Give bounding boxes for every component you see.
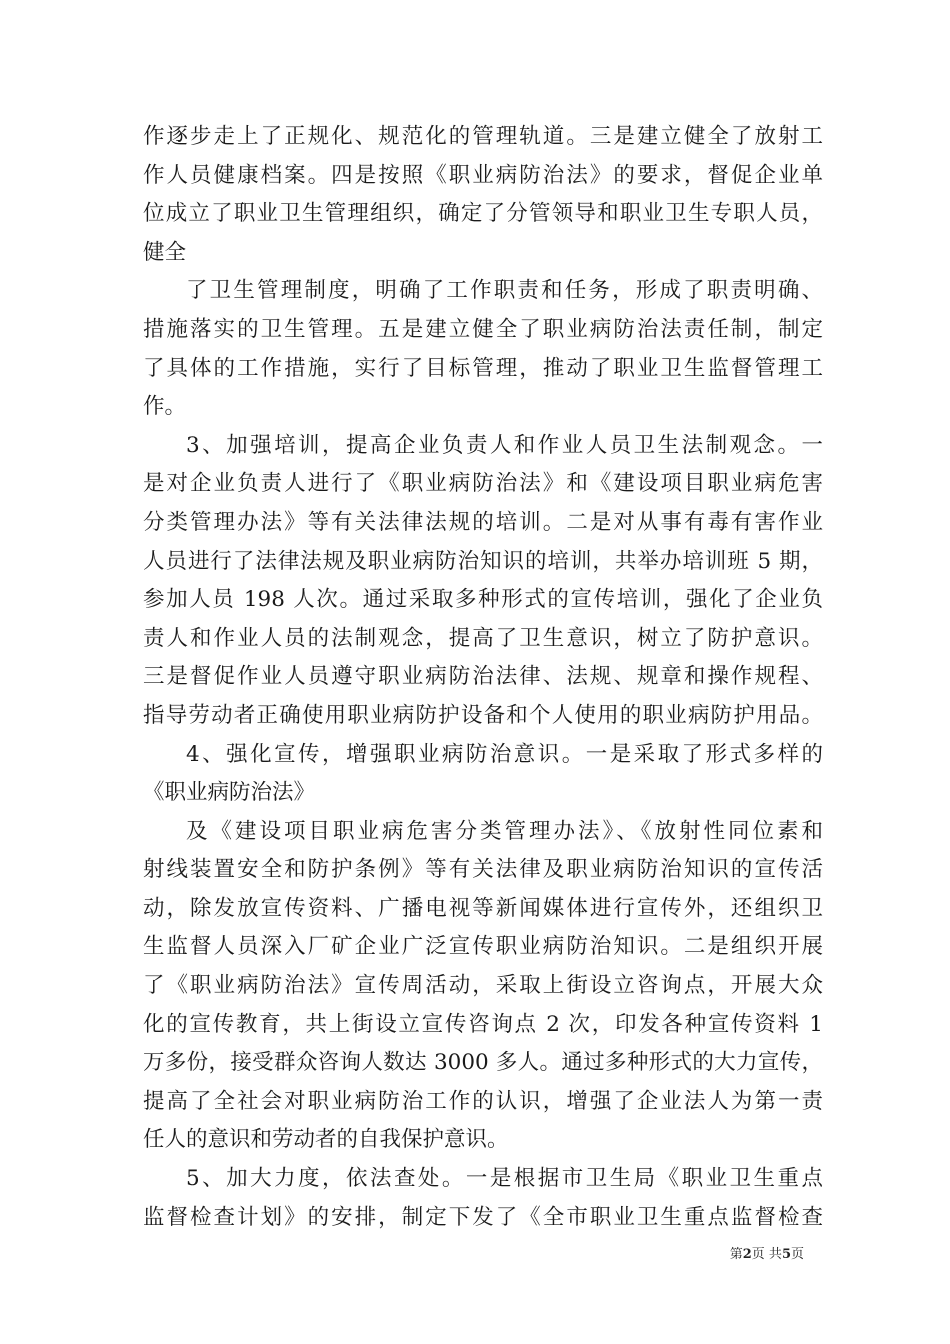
text-line: 万多份，接受群众咨询人数达 3000 多人。通过多种形式的大力宣传， [143, 1050, 823, 1076]
document-body [143, 118, 823, 1237]
text-line: 作逐步走上了正规化、规范化的管理轨道。三是建立健全了放射工 [143, 124, 823, 149]
text-line: 《职业病防治法》 [143, 780, 316, 806]
text-line: 了具体的工作措施，实行了目标管理，推动了职业卫生监督管理工 [143, 355, 823, 381]
text-line: 3、加强培训，提高企业负责人和作业人员卫生法制观念。一 [186, 432, 823, 458]
footer-middle: 页 共 [751, 1247, 782, 1262]
text-line: 人员进行了法律法规及职业病防治知识的培训，共举办培训班 5 期， [143, 548, 823, 574]
text-line: 及《建设项目职业病危害分类管理办法》、《放射性同位素和 [186, 818, 823, 844]
text-line: 动，除发放宣传资料、广播电视等新闻媒体进行宣传外，还组织卫 [143, 895, 823, 921]
text-line: 化的宣传教育，共上街设立宣传咨询点 2 次，印发各种宣传资料 1 [143, 1011, 823, 1037]
text-line: 生监督人员深入厂矿企业广泛宣传职业病防治知识。二是组织开展 [143, 934, 823, 960]
text-line: 了《职业病防治法》宣传周活动，采取上街设立咨询点，开展大众 [143, 973, 823, 999]
text-line: 4、强化宣传，增强职业病防治意识。一是采取了形式多样的 [186, 741, 823, 767]
page-footer [0, 1246, 950, 1264]
text-line: 了卫生管理制度，明确了工作职责和任务，形成了职责明确、 [186, 278, 823, 304]
text-line: 作人员健康档案。四是按照《职业病防治法》的要求，督促企业单 [143, 162, 823, 188]
text-line: 三是督促作业人员遵守职业病防治法律、法规、规章和操作规程、 [143, 664, 823, 690]
footer-suffix: 页 [790, 1247, 804, 1262]
text-line: 分类管理办法》等有关法律法规的培训。二是对从事有毒有害作业 [143, 509, 823, 535]
text-line: 位成立了职业卫生管理组织，确定了分管领导和职业卫生专职人员， [143, 201, 823, 227]
text-line: 监督检查计划》的安排，制定下发了《全市职业卫生重点监督检查 [143, 1204, 823, 1230]
text-line: 作。 [143, 394, 187, 420]
footer-prefix: 第 [729, 1247, 743, 1262]
text-line: 5、加大力度，依法查处。一是根据市卫生局《职业卫生重点 [186, 1166, 823, 1192]
text-line: 是对企业负责人进行了《职业病防治法》和《建设项目职业病危害 [143, 471, 823, 497]
text-line: 指导劳动者正确使用职业病防护设备和个人使用的职业病防护用品。 [143, 702, 823, 728]
text-line: 射线装置安全和防护条例》等有关法律及职业病防治知识的宣传活 [143, 857, 823, 883]
text-line: 提高了全社会对职业病防治工作的认识，增强了企业法人为第一责 [143, 1088, 823, 1114]
text-line: 责人和作业人员的法制观念，提高了卫生意识，树立了防护意识。 [143, 625, 823, 651]
current-page-number: 2 [742, 1247, 752, 1262]
text-line: 参加人员 198 人次。通过采取多种形式的宣传培训，强化了企业负 [143, 587, 823, 613]
text-line: 健全 [143, 239, 187, 265]
text-line: 任人的意识和劳动者的自我保护意识。 [143, 1127, 509, 1153]
total-pages-number: 5 [781, 1247, 791, 1262]
text-line: 措施落实的卫生管理。五是建立健全了职业病防治法责任制，制定 [143, 316, 823, 342]
